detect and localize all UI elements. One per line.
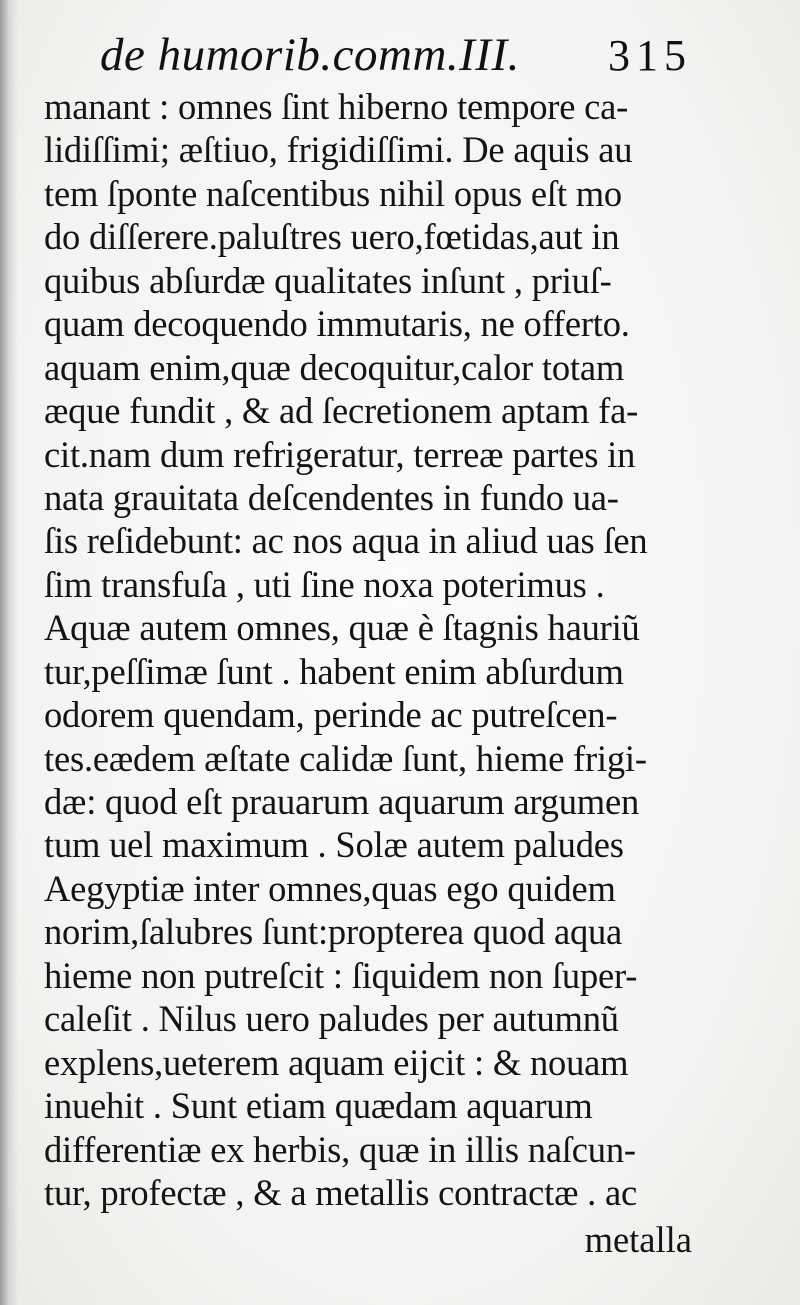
text-line: ſim transfuſa , uti ſine noxa poterimus . (44, 563, 605, 605)
text-line: hieme non putreſcit : ſiquidem non ſuper- (44, 954, 638, 996)
page-number: 315 (608, 31, 692, 80)
text-line: quibus abſurdæ qualitates inſunt , priuſ- (44, 259, 612, 301)
text-line: ſis reſidebunt: ac nos aqua in aliud uas ſen (44, 520, 648, 562)
text-line: Aquæ autem omnes, quæ è ſtagnis hauriũ (44, 607, 640, 649)
text-line: odorem quendam, perinde ac putreſcen- (44, 694, 618, 736)
text-line: dæ: quod eſt prauarum aquarum argumen (44, 781, 640, 822)
text-line: nata grauitata deſcendentes in fundo ua- (44, 476, 619, 518)
text-line: do diſſerere.paluſtres uero,fœtidas,aut in (44, 216, 620, 258)
text-line: inuehit . Sunt etiam quædam aquarum (44, 1085, 593, 1127)
text-line: cit.nam dum refrigeratur, terreæ partes in (44, 433, 636, 475)
text-line: lidiſſimi; æſtiuo, frigidiſſimi. De aquis au (44, 129, 633, 171)
text-line: tes.eædem æſtate calidæ ſunt, hieme frigi- (44, 737, 647, 779)
catchword: metalla (584, 1219, 692, 1260)
page-gutter-shadow (0, 0, 18, 1305)
text-line: aquam enim,quæ decoquitur,calor totam (44, 346, 625, 388)
text-line: æque fundit , & ad ſecretionem aptam fa- (44, 390, 639, 432)
text-line: tur, profectæ , & a metallis contractæ . ac (44, 1171, 637, 1213)
text-line: differentiæ ex herbis, quæ in illis naſcun- (44, 1128, 636, 1170)
running-title: de humorib.comm.III. (100, 29, 520, 81)
text-line: Aegyptiæ inter omnes,quas ego quidem (44, 867, 616, 909)
text-line: tur,peſſimæ ſunt . habent enim abſurdum (44, 650, 624, 692)
text-line: manant : omnes ſint hiberno tempore ca- (44, 86, 629, 127)
text-line: caleſit . Nilus uero paludes per autumnũ (44, 998, 619, 1040)
body-text (44, 85, 696, 1214)
text-line: tem ſponte naſcentibus nihil opus eſt mo (44, 172, 622, 214)
page-header (90, 28, 700, 88)
text-line: explens,ueterem aquam eijcit : & nouam (44, 1041, 629, 1083)
text-line: tum uel maximum . Solæ autem paludes (44, 824, 624, 866)
text-line: quam decoquendo immutaris, ne offerto. (44, 303, 630, 345)
text-line: norim,ſalubres ſunt:propterea quod aqua (44, 911, 623, 953)
